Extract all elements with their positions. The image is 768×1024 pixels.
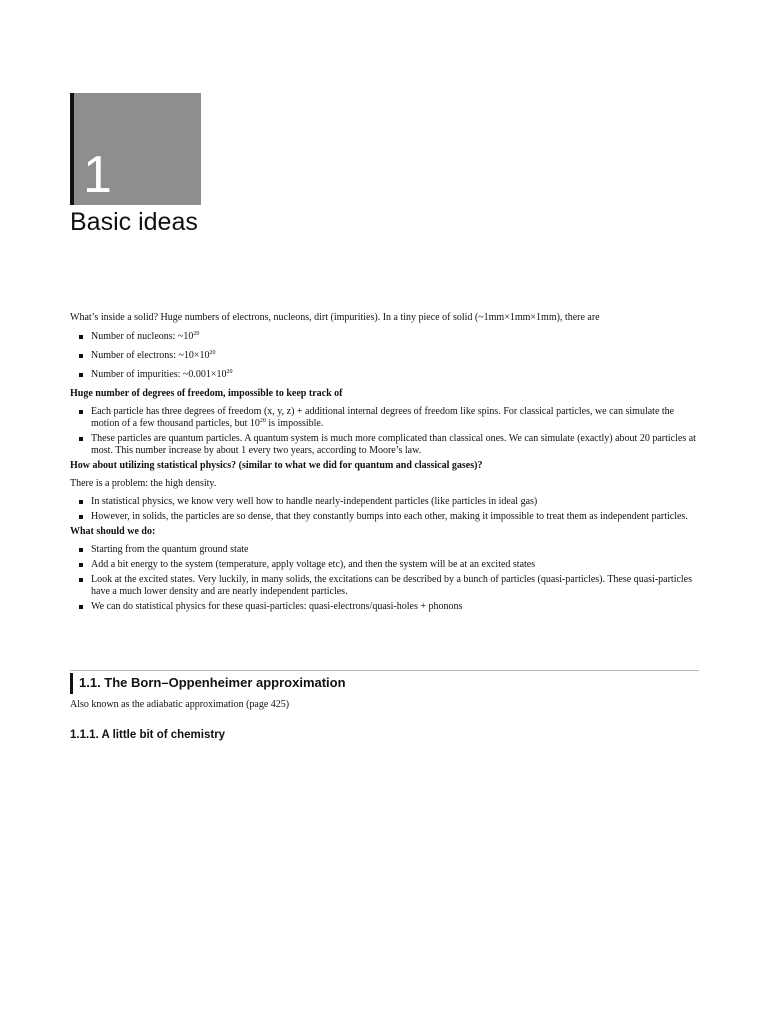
list-item: We can do statistical physics for these quasi-particles: quasi-electrons/quasi-holes + phonons: [91, 601, 700, 613]
list-item: Look at the excited states. Very luckily, in many solids, the excitations can be described by a bunch of particles (quasi-particles). These quasi-particles have a much lower density and are nearly independent particles.: [91, 574, 700, 598]
chapter-title: Basic ideas: [70, 208, 198, 236]
what-to-do-heading: What should we do:: [70, 526, 156, 537]
dof-list: [70, 406, 700, 457]
count-label: Number of nucleons: ~10: [91, 331, 194, 342]
what-to-do-list: [70, 544, 700, 613]
list-item: [91, 350, 700, 362]
exponent: 20: [259, 418, 266, 424]
chapter-body: [70, 312, 700, 616]
list-item: [91, 331, 700, 343]
section-intro: Also known as the adiabatic approximation (page 425): [70, 699, 290, 710]
list-item: Starting from the quantum ground state: [91, 544, 700, 556]
item-text: Each particle has three degrees of freedom (x, y, z) + additional internal degrees of freedom like spins. For classical particles, we can simulate the motion of a few thousand particles, but 10: [91, 406, 675, 429]
chapter-number: 1: [83, 146, 112, 204]
count-label: Number of impurities: ~0.001×10: [91, 369, 227, 380]
chapter-number-block: [70, 93, 201, 205]
item-tail: is impossible.: [265, 418, 324, 429]
problem-paragraph: There is a problem: the high density.: [70, 478, 217, 489]
list-item: [91, 406, 700, 430]
intro-paragraph: What’s inside a solid? Huge numbers of electrons, nucleons, dirt (impurities). In a tiny piece of solid (~1mm×1mm×1mm), there are: [70, 312, 600, 323]
subsection-heading: 1.1.1. A little bit of chemistry: [70, 729, 226, 741]
statistical-physics-list: [70, 496, 700, 523]
statistical-physics-heading: How about utilizing statistical physics? (similar to what we did for quantum and classical gases)?: [70, 460, 483, 471]
exponent: 20: [226, 369, 233, 375]
dof-heading: Huge number of degrees of freedom, impossible to keep track of: [70, 388, 343, 399]
list-item: [91, 433, 700, 457]
particle-count-list: [70, 331, 700, 381]
list-item: [91, 369, 700, 381]
item-text: These particles are quantum particles. A quantum system is much more complicated than classical ones. We can simulate (exactly) about 20 particles at most. This number increase by about 1 every two years, according to Moore’s law.: [91, 433, 696, 456]
count-label: Number of electrons: ~10×10: [91, 350, 210, 361]
list-item: However, in solids, the particles are so dense, that they constantly bumps into each other, making it impossible to treat them as independent particles.: [91, 511, 700, 523]
exponent: 20: [193, 331, 200, 337]
list-item: Add a bit energy to the system (temperature, apply voltage etc), and then the system will be at an excited states: [91, 559, 700, 571]
list-item: In statistical physics, we know very well how to handle nearly-independent particles (like particles in ideal gas): [91, 496, 700, 508]
exponent: 20: [209, 350, 216, 356]
section-divider: [70, 670, 699, 671]
section-heading: 1.1. The Born–Oppenheimer approximation: [70, 673, 346, 694]
